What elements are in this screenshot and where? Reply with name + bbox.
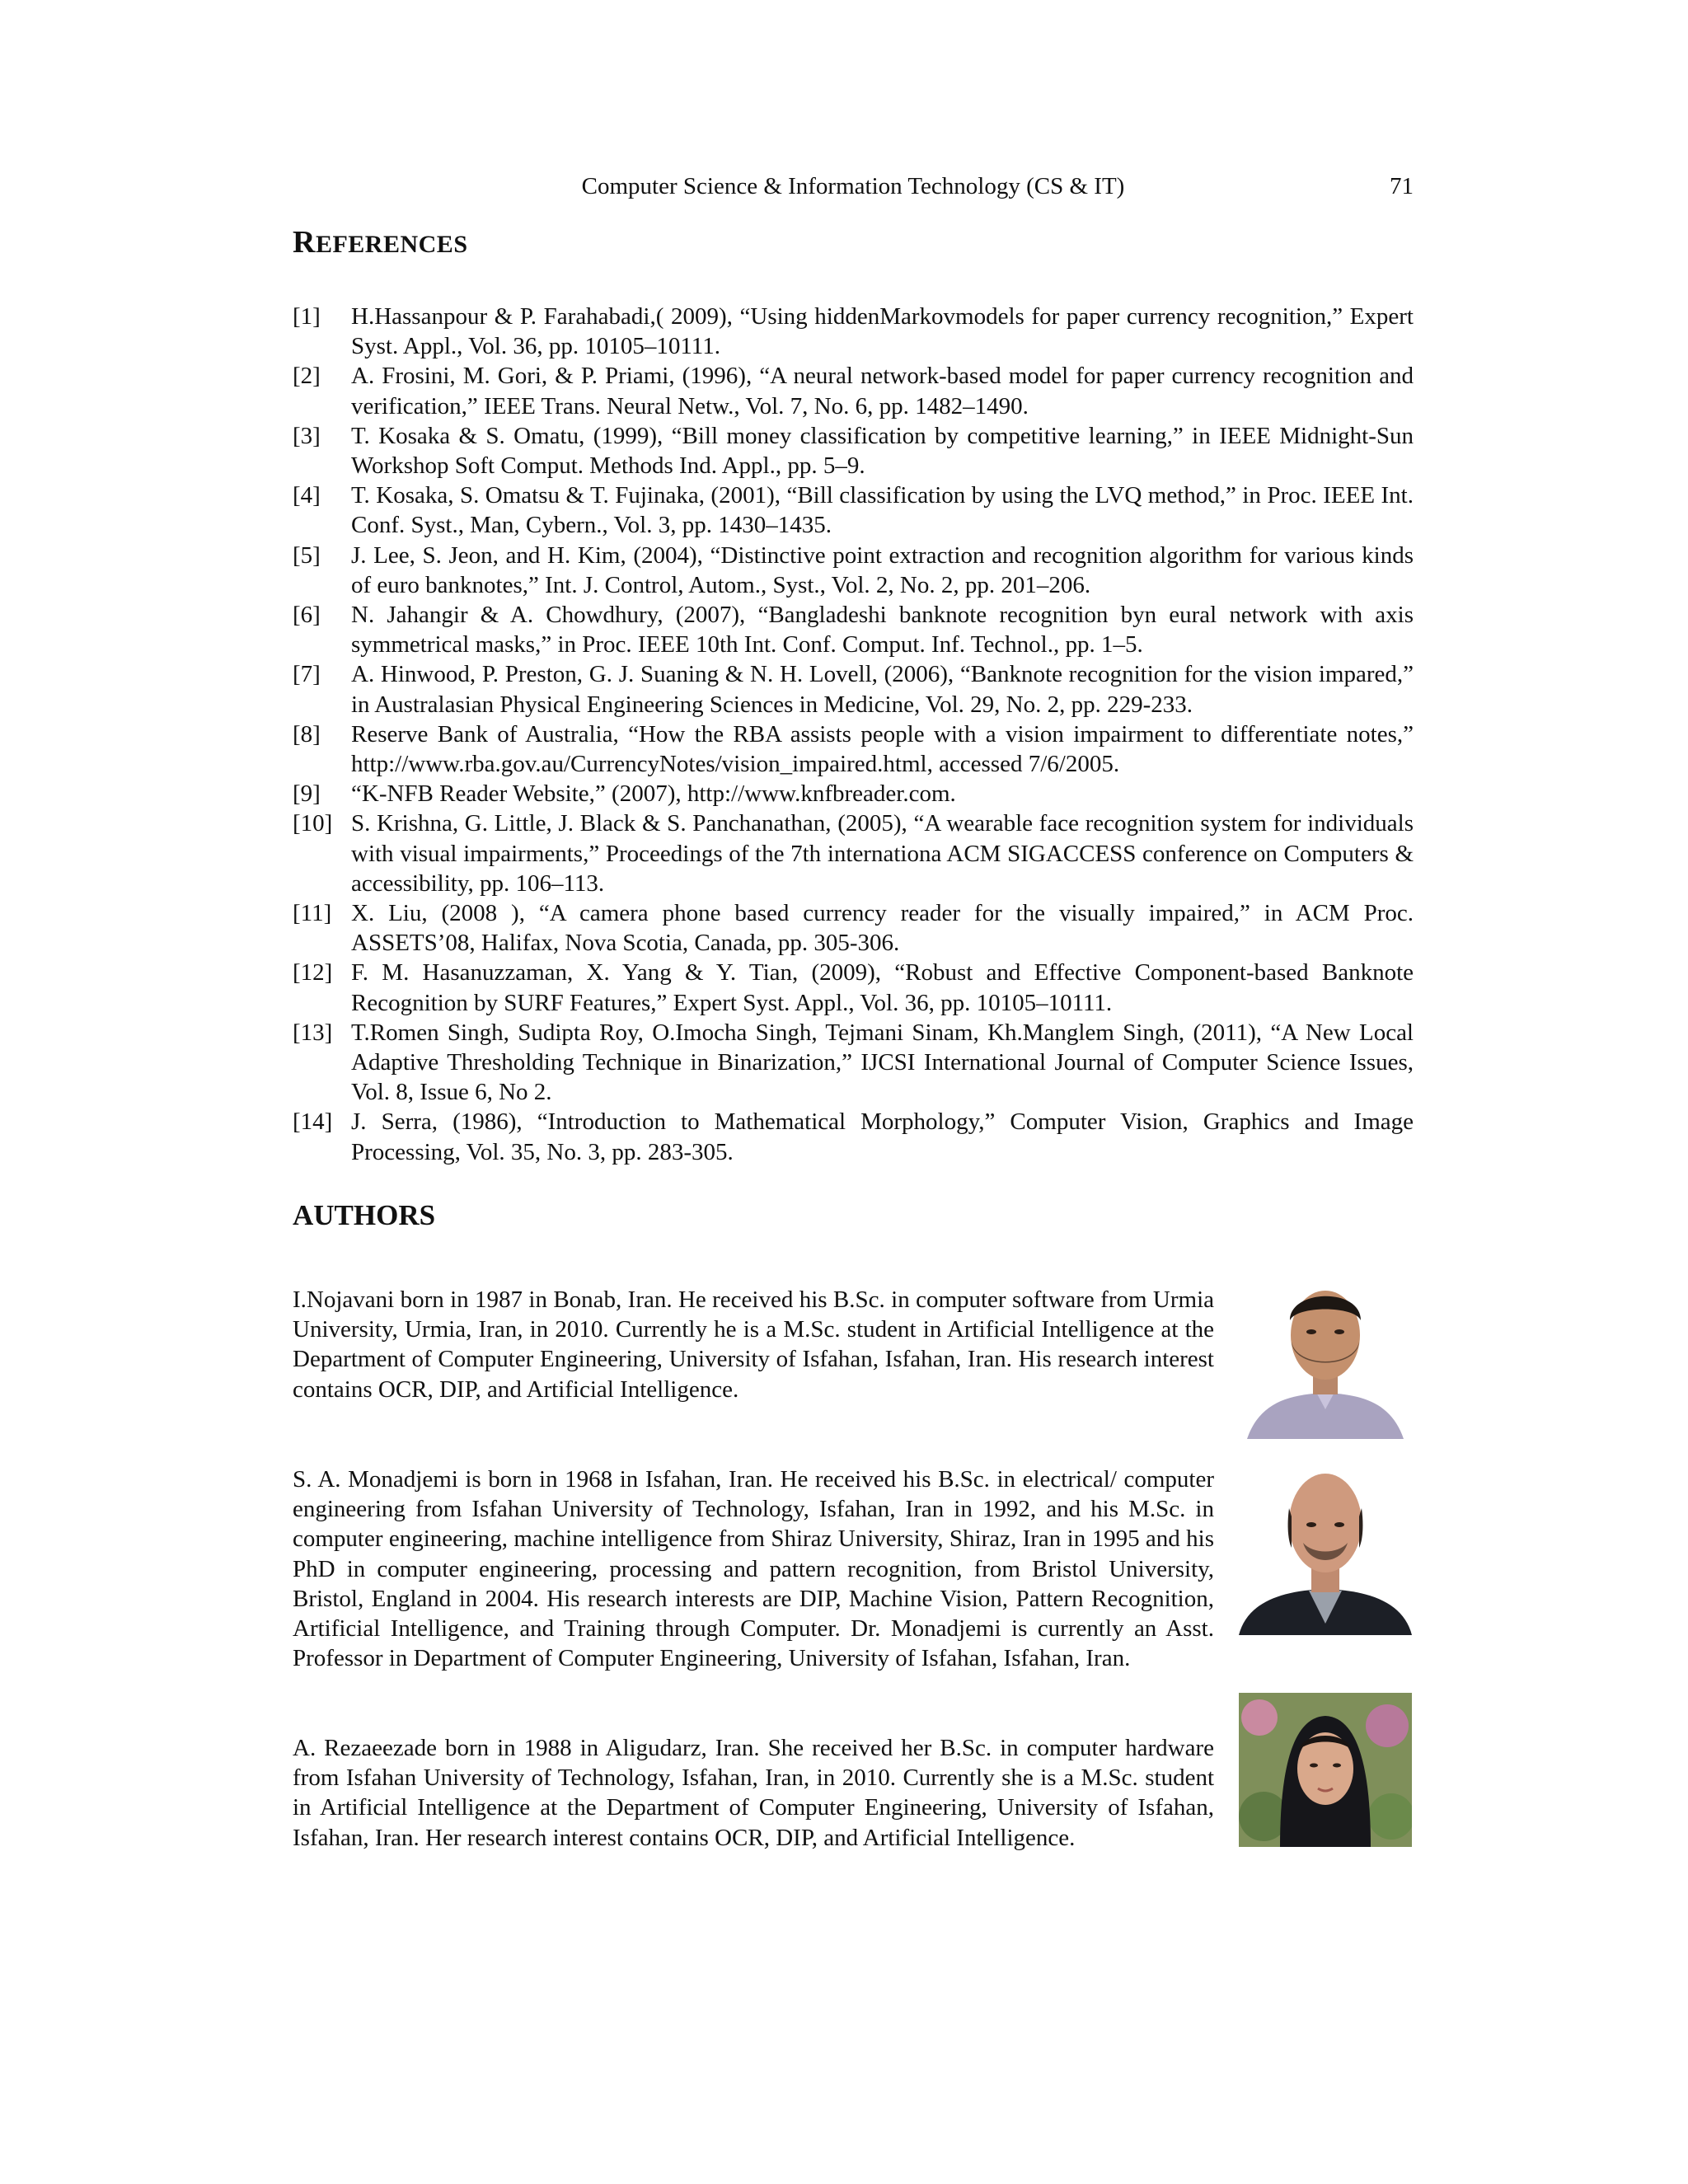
authors-heading: AUTHORS: [293, 1199, 436, 1231]
reference-number: [5]: [293, 541, 321, 569]
reference-text: A. Frosini, M. Gori, & P. Priami, (1996), “A neural network-based model for paper currency recognition and verification,” IEEE Trans. Neural Netw., Vol. 7, No. 6, pp. 1482–1490.: [351, 363, 1414, 419]
reference-item: [293, 779, 1414, 808]
reference-text: N. Jahangir & A. Chowdhury, (2007), “Bangladeshi banknote recognition byn eural network with axis symmetrical masks,” in Proc. IEEE 10th Int. Conf. Comput. Inf. Technol., pp. 1–5.: [351, 602, 1414, 658]
reference-item: [293, 719, 1414, 779]
reference-text: J. Serra, (1986), “Introduction to Mathematical Morphology,” Computer Vision, Graphics and Image Processing, Vol. 35, No. 3, pp. 283-305.: [351, 1108, 1414, 1165]
reference-number: [9]: [293, 780, 321, 808]
reference-number: [2]: [293, 363, 321, 390]
author-bio: A. Rezaeezade born in 1988 in Aligudarz, Iran. She received her B.Sc. in computer hardware from Isfahan University of Technology, Isfahan, Iran, in 2010. Currently she is a M.Sc. student in Artificial Intelligence at the Department of Computer Engineering, University of Isfahan, Isfahan, Iran. Her research interest contains OCR, DIP, and Artificial Intelligence.: [293, 1735, 1214, 1851]
reference-item: [293, 898, 1414, 958]
reference-text: T. Kosaka, S. Omatsu & T. Fujinaka, (2001), “Bill classification by using the LVQ method,” in Proc. IEEE Int. Conf. Syst., Man, Cybern., Vol. 3, pp. 1430–1435.: [351, 482, 1414, 539]
reference-item: [293, 808, 1414, 898]
reference-text: S. Krishna, G. Little, J. Black & S. Panchanathan, (2005), “A wearable face recognition system for individuals with visual impairments,” Proceedings of the 7th internationa ACM SIGACCESS conference on Computers & accessibility, pp. 106–113.: [351, 810, 1414, 897]
reference-text: F. M. Hasanuzzaman, X. Yang & Y. Tian, (2009), “Robust and Effective Component-based Banknote Recognition by SURF Features,” Expert Syst. Appl., Vol. 36, pp. 10105–10111.: [351, 959, 1414, 1016]
reference-item: [293, 1107, 1414, 1166]
reference-text: X. Liu, (2008 ), “A camera phone based currency reader for the visually impaired,” in ACM Proc. ASSETS’08, Halifax, Nova Scotia, Canada, pp. 305-306.: [351, 900, 1414, 957]
reference-item: [293, 600, 1414, 659]
reference-number: [13]: [293, 1019, 333, 1046]
author-photo-portrait: [1239, 1263, 1412, 1439]
reference-text: J. Lee, S. Jeon, and H. Kim, (2004), “Distinctive point extraction and recognition algorithm for various kinds of euro banknotes,” Int. J. Control, Autom., Syst., Vol. 2, No. 2, pp. 201–206.: [351, 541, 1414, 598]
references-heading-initial: R: [293, 225, 316, 260]
reference-text: Reserve Bank of Australia, “How the RBA assists people with a vision impairment to differentiate notes,” http://www.rba.gov.au/CurrencyNotes/vision_impaired.html, accessed 7/6/2005.: [351, 720, 1414, 778]
running-header: [293, 173, 1414, 206]
reference-number: [10]: [293, 810, 333, 837]
reference-item: [293, 958, 1414, 1017]
reference-number: [1]: [293, 303, 321, 330]
reference-text: A. Hinwood, P. Preston, G. J. Suaning & N. H. Lovell, (2006), “Banknote recognition for the vision impared,” in Australasian Physical Engineering Sciences in Medicine, Vol. 29, No. 2, pp. 229-233.: [351, 661, 1414, 718]
reference-number: [3]: [293, 422, 321, 449]
author-photo: [1239, 1693, 1412, 1847]
reference-item: [293, 541, 1414, 600]
reference-number: [6]: [293, 602, 321, 629]
reference-item: [293, 361, 1414, 420]
author-photo: [1239, 1451, 1412, 1635]
reference-number: [4]: [293, 482, 321, 509]
reference-number: [7]: [293, 661, 321, 688]
author-bio: I.Nojavani born in 1987 in Bonab, Iran. He received his B.Sc. in computer software from Urmia University, Urmia, Iran, in 2010. Currently he is a M.Sc. student in Artificial Intelligence at the Department of Computer Engineering, University of Isfahan, Isfahan, Iran. His research interest contains OCR, DIP, and Artificial Intelligence.: [293, 1286, 1214, 1403]
author-photo-portrait: [1239, 1451, 1412, 1635]
reference-number: [11]: [293, 900, 332, 927]
reference-number: [12]: [293, 959, 333, 987]
reference-text: T.Romen Singh, Sudipta Roy, O.Imocha Singh, Tejmani Sinam, Kh.Manglem Singh, (2011), “A New Local Adaptive Thresholding Technique in Binarization,” IJCSI International Journal of Computer Science Issues, Vol. 8, Issue 6, No 2.: [351, 1019, 1414, 1106]
author-photo-portrait: [1239, 1693, 1412, 1847]
reference-item: [293, 302, 1414, 361]
reference-item: [293, 421, 1414, 480]
reference-text: H.Hassanpour & P. Farahabadi,( 2009), “Using hiddenMarkovmodels for paper currency recognition,” Expert Syst. Appl., Vol. 36, pp. 10105–10111.: [351, 303, 1414, 360]
reference-number: [8]: [293, 720, 321, 748]
journal-title: Computer Science & Information Technology (CS & IT): [581, 173, 1125, 199]
reference-item: [293, 659, 1414, 719]
reference-number: [14]: [293, 1108, 333, 1136]
reference-text: T. Kosaka & S. Omatu, (1999), “Bill money classification by competitive learning,” in IEEE Midnight-Sun Workshop Soft Comput. Methods Ind. Appl., pp. 5–9.: [351, 422, 1414, 480]
reference-text: “K-NFB Reader Website,” (2007), http://www.knfbreader.com.: [351, 780, 956, 808]
author-bio: S. A. Monadjemi is born in 1968 in Isfahan, Iran. He received his B.Sc. in electrical/ computer engineering from Isfahan University of Technology, Isfahan, Iran in 1992, and his M.Sc. in computer engineering, machine intelligence from Shiraz University, Shiraz, Iran in 1995 and his PhD in computer engineering, processing and pattern recognition, from Bristol University, Bristol, England in 2004. His research interests are DIP, Machine Vision, Pattern Recognition, Artificial Intelligence, and Training through Computer. Dr. Monadjemi is currently an Asst. Professor in Department of Computer Engineering, University of Isfahan, Isfahan, Iran.: [293, 1466, 1214, 1672]
page-number: 71: [1390, 173, 1414, 199]
author-photo: [1239, 1263, 1412, 1439]
reference-item: [293, 1018, 1414, 1108]
reference-item: [293, 480, 1414, 540]
references-list: [293, 302, 1414, 1167]
references-heading-rest: EFERENCES: [315, 231, 468, 258]
references-heading: [293, 224, 468, 260]
